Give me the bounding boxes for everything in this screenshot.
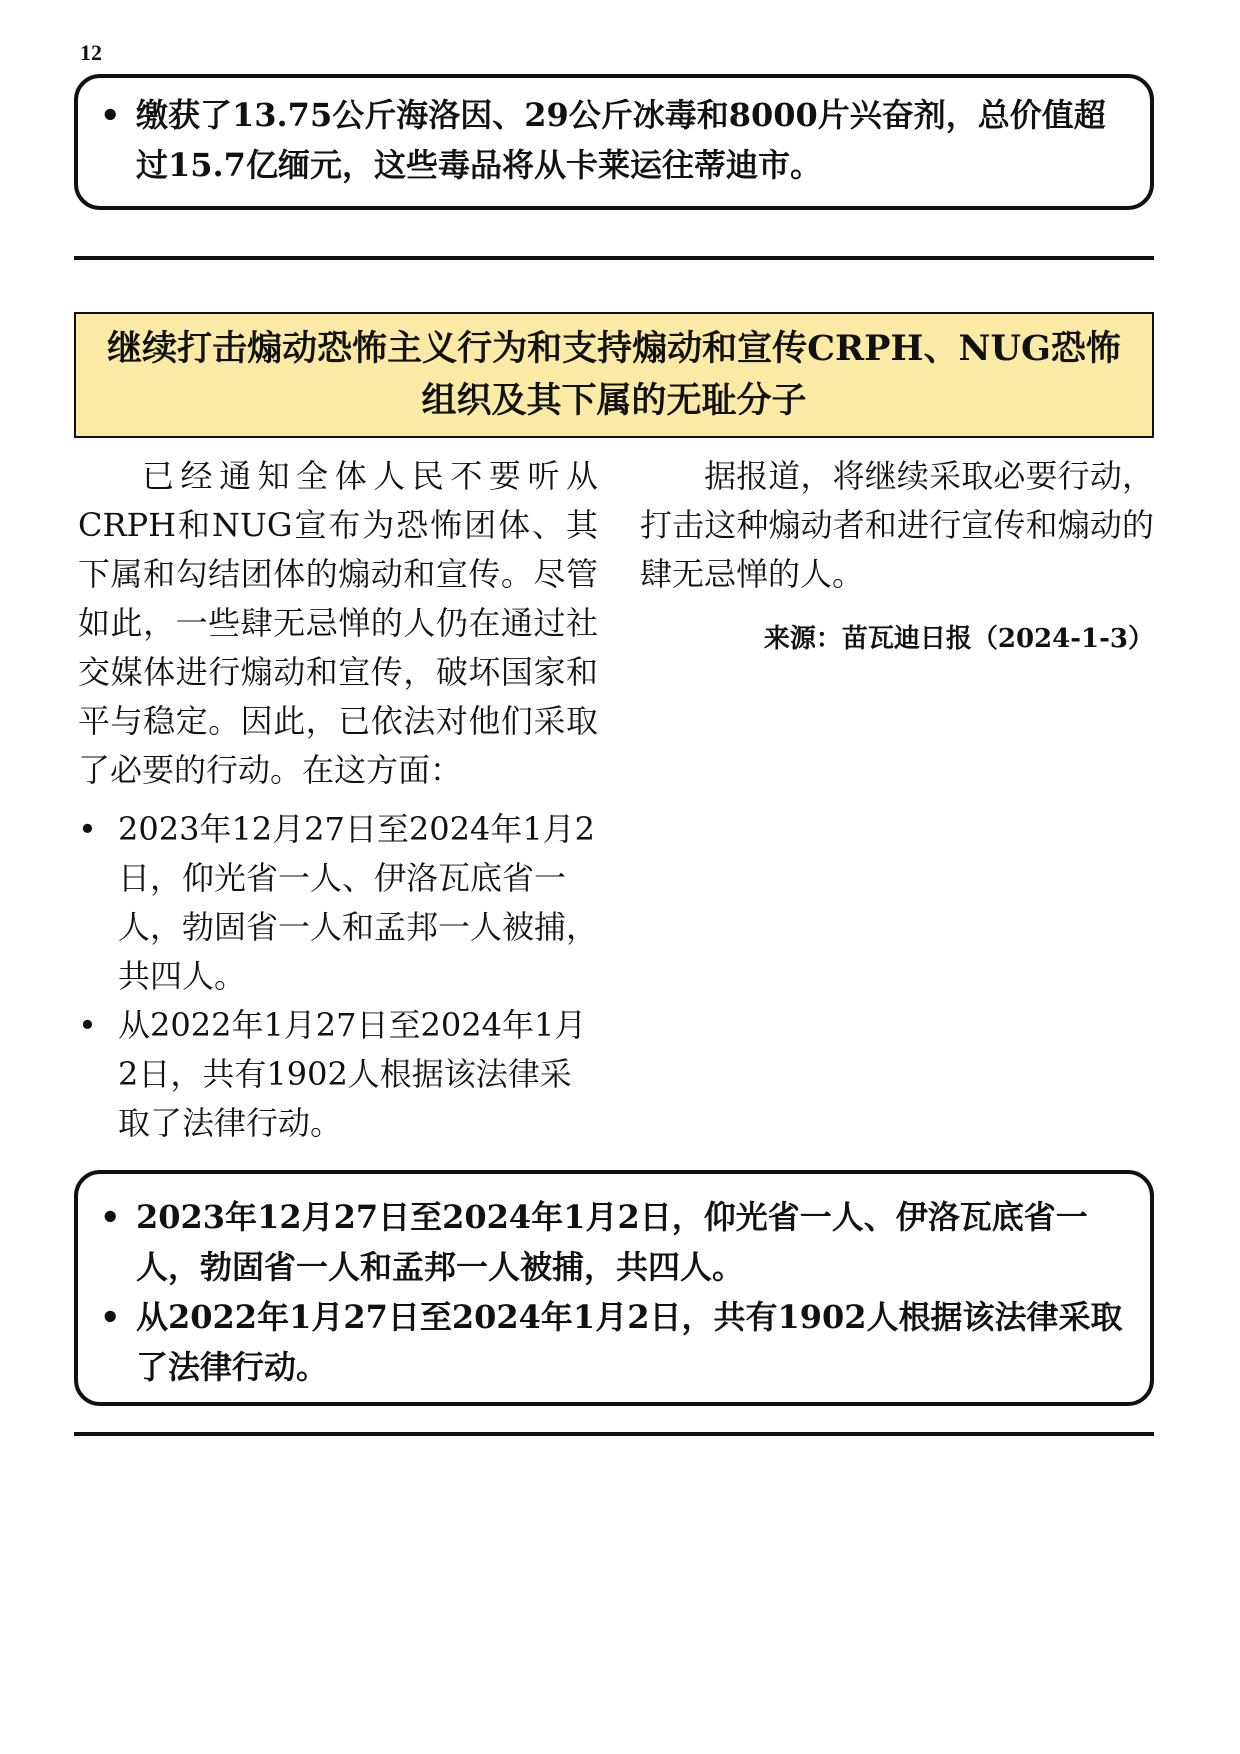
highlight-item	[100, 1292, 1132, 1392]
highlight-box-bottom	[74, 1170, 1154, 1406]
section-divider	[74, 1432, 1154, 1436]
bullet-icon: •	[78, 1006, 97, 1044]
page-number: 12	[80, 40, 102, 65]
article-headline: 继续打击煽动恐怖主义行为和支持煽动和宣传CRPH、NUG恐怖组织及其下属的无耻分子	[107, 328, 1121, 421]
highlight-item-text: 2023年12月27日至2024年1月2日，仰光省一人、伊洛瓦底省一人，勃固省一人和孟邦一人被捕，共四人。	[136, 1198, 1088, 1286]
bullet-icon: •	[100, 1198, 121, 1236]
article-column-left	[78, 452, 598, 1148]
article-bullet-item	[78, 805, 598, 1001]
article-bullet-text: 2023年12月27日至2024年1月2日，仰光省一人、伊洛瓦底省一人，勃固省一人和孟邦一人被捕，共四人。	[118, 810, 599, 995]
article-bullet-list	[78, 805, 598, 1148]
article-source: 来源：苗瓦迪日报（2024-1-3）	[763, 624, 1154, 654]
bullet-icon: •	[100, 96, 121, 134]
highlight-item	[100, 1192, 1132, 1292]
article-bullet-text: 从2022年1月27日至2024年1月2日，共有1902人根据该法律采取了法律行动。	[118, 1006, 587, 1142]
highlight-item	[100, 90, 1132, 190]
highlight-list-top	[100, 90, 1132, 190]
section-divider	[74, 256, 1154, 260]
highlight-item-text: 从2022年1月27日至2024年1月2日，共有1902人根据该法律采取了法律行动。	[136, 1298, 1123, 1386]
article-column-right	[640, 452, 1154, 659]
article-headline-box	[74, 312, 1154, 438]
highlight-box-top	[74, 74, 1154, 210]
bullet-icon: •	[100, 1298, 121, 1336]
highlight-list-bottom	[100, 1192, 1132, 1392]
article-bullet-item	[78, 1001, 598, 1148]
article-paragraph: 据报道，将继续采取必要行动，打击这种煽动者和进行宣传和煽动的肆无忌惮的人。	[640, 457, 1154, 593]
highlight-item-text: 缴获了13.75公斤海洛因、29公斤冰毒和8000片兴奋剂，总价值超过15.7亿缅元，这些毒品将从卡莱运往蒂迪市。	[136, 96, 1106, 184]
bullet-icon: •	[78, 810, 97, 848]
article-paragraph: 已经通知全体人民不要听从CRPH和NUG宣布为恐怖团体、其下属和勾结团体的煽动和宣传。尽管如此，一些肆无忌惮的人仍在通过社交媒体进行煽动和宣传，破坏国家和平与稳定。因此，已依法对他们采取了必要的行动。在这方面：	[78, 457, 598, 789]
